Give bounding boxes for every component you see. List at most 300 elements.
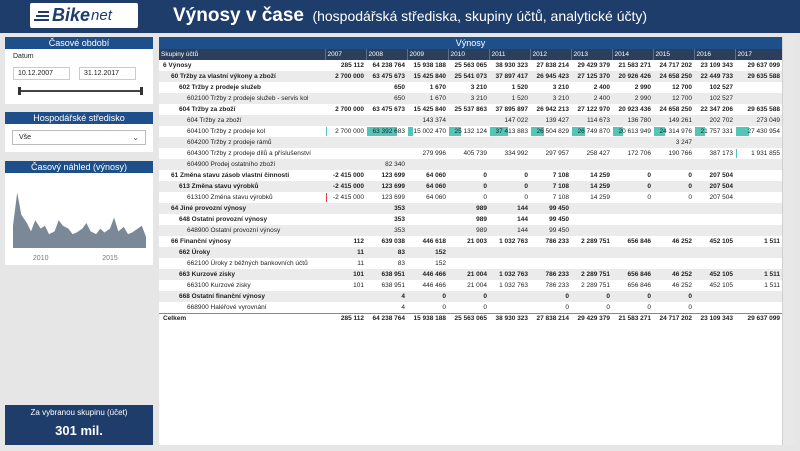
- cell-value: 152: [435, 249, 446, 256]
- cell-value: 25 132 124: [454, 128, 487, 135]
- table-cell: [407, 269, 448, 280]
- table-cell: [653, 203, 694, 214]
- table-cell: [407, 192, 448, 203]
- cell-value: 2 400: [593, 84, 610, 91]
- table-row[interactable]: [159, 247, 782, 258]
- table-cell: [407, 93, 448, 104]
- cell-value: 29 635 588: [747, 73, 780, 80]
- table-cell: [571, 214, 612, 225]
- table-cell: [571, 258, 612, 269]
- cell-value: 786 233: [545, 271, 569, 278]
- cell-value: 26 942 213: [536, 106, 569, 113]
- cell-value: 24 658 250: [659, 106, 692, 113]
- table-cell: [653, 148, 694, 159]
- table-cell: [489, 302, 530, 313]
- row-label: 604900 Prodej ostatního zboží: [159, 159, 325, 170]
- table-cell: [735, 192, 782, 203]
- table-cell: [694, 170, 735, 181]
- cell-value: 24 717 202: [659, 62, 692, 69]
- cell-value: -2 415 000: [332, 172, 364, 179]
- table-cell: [325, 269, 366, 280]
- total-value: 301 mil.: [55, 423, 103, 438]
- column-header-year[interactable]: 2016: [694, 49, 735, 60]
- cell-value: 147 022: [504, 117, 528, 124]
- table-cell: [694, 126, 735, 137]
- table-row[interactable]: [159, 115, 782, 126]
- total-cell: 15 938 188: [407, 313, 448, 324]
- table-cell: [571, 236, 612, 247]
- period-title: Časové období: [5, 37, 153, 49]
- date-from-input[interactable]: 10.12.2007: [13, 67, 70, 80]
- table-cell: [735, 214, 782, 225]
- cell-value: 1 032 763: [499, 238, 528, 245]
- table-cell: [735, 148, 782, 159]
- table-cell: [571, 181, 612, 192]
- cell-value: 26 945 423: [536, 73, 569, 80]
- table-cell: [653, 60, 694, 71]
- logo-net-text: net: [91, 7, 112, 24]
- table-cell: [530, 159, 571, 170]
- table-cell: [407, 214, 448, 225]
- table-cell: [448, 291, 489, 302]
- table-cell: [530, 71, 571, 82]
- table-cell: [735, 159, 782, 170]
- row-label: 613100 Změna stavu výrobků: [187, 194, 273, 201]
- cell-value: 0: [524, 194, 528, 201]
- cell-value: 1 931 855: [751, 150, 780, 157]
- table-row[interactable]: [159, 192, 782, 203]
- table-row[interactable]: [159, 236, 782, 247]
- cell-value: 38 930 323: [495, 62, 528, 69]
- table-row[interactable]: [159, 203, 782, 214]
- table-row[interactable]: [159, 159, 782, 170]
- table-cell: [366, 104, 407, 115]
- cell-value: 63 475 673: [372, 73, 405, 80]
- column-header-year[interactable]: 2008: [366, 49, 407, 60]
- table-cell: [735, 225, 782, 236]
- cell-value: 353: [394, 227, 405, 234]
- table-cell: [694, 137, 735, 148]
- table-cell: [366, 71, 407, 82]
- cell-value: 0: [483, 172, 487, 179]
- table-cell: [325, 60, 366, 71]
- table-cell: [325, 203, 366, 214]
- cell-value: 25 541 073: [454, 73, 487, 80]
- cell-value: 27 125 370: [577, 73, 610, 80]
- table-cell: [448, 159, 489, 170]
- table-cell: [530, 148, 571, 159]
- table-cell: [325, 159, 366, 170]
- table-cell: [530, 104, 571, 115]
- cell-value: 656 846: [627, 271, 651, 278]
- table-cell: [653, 269, 694, 280]
- table-cell: [325, 181, 366, 192]
- table-row[interactable]: [159, 93, 782, 104]
- cell-value: 0: [483, 183, 487, 190]
- cell-value: 20 613 949: [618, 128, 651, 135]
- table-cell: [489, 126, 530, 137]
- table-cell: [407, 181, 448, 192]
- table-cell: [325, 148, 366, 159]
- table-cell: [530, 247, 571, 258]
- cell-value: 101: [353, 271, 364, 278]
- table-cell: [407, 159, 448, 170]
- table-cell: [407, 148, 448, 159]
- cell-value: 190 766: [668, 150, 692, 157]
- column-header-year[interactable]: 2015: [653, 49, 694, 60]
- table-cell: [489, 269, 530, 280]
- table-cell: [530, 203, 571, 214]
- cell-value: 21 004: [467, 271, 487, 278]
- table-cell: [448, 280, 489, 291]
- table-row[interactable]: [159, 291, 782, 302]
- cell-value: 2 289 751: [581, 238, 610, 245]
- table-cell: [653, 192, 694, 203]
- cell-value: 446 618: [422, 238, 446, 245]
- cell-value: 15 002 470: [413, 128, 446, 135]
- cell-value: 207 504: [709, 183, 733, 190]
- total-cell: 25 563 065: [448, 313, 489, 324]
- slider-handle-end[interactable]: [140, 87, 143, 95]
- cell-value: 15 938 188: [413, 62, 446, 69]
- table-cell: [448, 225, 489, 236]
- total-cell: 29 429 379: [571, 313, 612, 324]
- table-cell: [448, 137, 489, 148]
- table-cell: [571, 71, 612, 82]
- table-cell: [489, 236, 530, 247]
- logo-bike-text: Bike: [52, 5, 91, 25]
- cell-value: 2 700 000: [335, 128, 364, 135]
- table-header-row: [159, 49, 782, 60]
- date-label: Datum: [13, 53, 34, 60]
- column-header-group[interactable]: Skupiny účtů: [159, 49, 325, 60]
- cell-value: 139 427: [545, 117, 569, 124]
- table-cell: [489, 181, 530, 192]
- table-row[interactable]: [159, 302, 782, 313]
- table-row[interactable]: [159, 82, 782, 93]
- table-cell: [489, 148, 530, 159]
- cell-value: 83: [397, 249, 405, 256]
- table-row[interactable]: [159, 126, 782, 137]
- table-cell: [366, 60, 407, 71]
- chevron-down-icon: ⌄: [132, 133, 139, 142]
- cell-value: 102 527: [709, 95, 733, 102]
- cell-value: 297 957: [545, 150, 569, 157]
- column-header-year[interactable]: 2011: [489, 49, 530, 60]
- table-cell: [612, 159, 653, 170]
- table-cell: [694, 181, 735, 192]
- table-row[interactable]: [159, 60, 782, 71]
- cell-value: 0: [524, 183, 528, 190]
- cell-value: 20 923 436: [618, 106, 651, 113]
- table-cell: [325, 82, 366, 93]
- table-row[interactable]: [159, 104, 782, 115]
- cell-value: 452 105: [709, 271, 733, 278]
- table-cell: [366, 225, 407, 236]
- page-title-main: Výnosy v čase: [173, 5, 304, 26]
- table-cell: [325, 258, 366, 269]
- date-to-input[interactable]: 31.12.2017: [79, 67, 136, 80]
- cell-value: 0: [565, 303, 569, 311]
- column-header-year[interactable]: 2014: [612, 49, 653, 60]
- cell-value: 285 112: [340, 62, 364, 69]
- table-scrollbar[interactable]: [782, 37, 795, 445]
- table-cell: [571, 225, 612, 236]
- column-header-year[interactable]: 2013: [571, 49, 612, 60]
- cell-value: 0: [483, 293, 487, 300]
- cell-value: 207 504: [709, 172, 733, 179]
- cell-value: 2 990: [634, 84, 651, 91]
- table-cell: [653, 170, 694, 181]
- cell-value: 37 897 417: [495, 73, 528, 80]
- row-label: 604100 Tržby z prodeje kol: [187, 128, 266, 135]
- cell-value: 63 392 683: [372, 128, 405, 135]
- table-cell: [407, 236, 448, 247]
- table-cell: [735, 280, 782, 291]
- speed-lines-icon: [34, 9, 50, 23]
- cell-value: 2 289 751: [581, 271, 610, 278]
- table-cell: [366, 192, 407, 203]
- table-row[interactable]: [159, 181, 782, 192]
- cell-value: 29 635 588: [747, 106, 780, 113]
- column-header-year[interactable]: 2017: [735, 49, 782, 60]
- table-row[interactable]: [159, 71, 782, 82]
- table-cell: [325, 236, 366, 247]
- table-cell: [325, 302, 366, 313]
- cell-value: 12 700: [672, 95, 692, 102]
- table-cell: [530, 170, 571, 181]
- table-cell: [325, 93, 366, 104]
- table-cell: [325, 291, 366, 302]
- table-cell: [612, 280, 653, 291]
- center-select-value: Vše: [19, 134, 32, 141]
- table-cell: [407, 203, 448, 214]
- table-cell: [571, 192, 612, 203]
- table-cell: [407, 258, 448, 269]
- table-cell: [489, 104, 530, 115]
- table-cell: [366, 93, 407, 104]
- cell-value: 12 700: [672, 84, 692, 91]
- cell-value: 15 425 840: [413, 106, 446, 113]
- cell-value: 83: [397, 260, 405, 267]
- cell-value: 656 846: [627, 238, 651, 245]
- cell-value: 64 238 764: [372, 62, 405, 69]
- table-cell: [407, 225, 448, 236]
- table-cell: [530, 236, 571, 247]
- total-row: [159, 313, 782, 324]
- table-cell: [694, 280, 735, 291]
- cell-value: 1 511: [764, 271, 780, 278]
- cell-value: 0: [688, 194, 692, 201]
- table-cell: [489, 203, 530, 214]
- table-cell: [366, 148, 407, 159]
- cell-value: 143 374: [422, 117, 446, 124]
- table-cell: [448, 71, 489, 82]
- table-cell: [694, 269, 735, 280]
- cell-value: 1 511: [764, 238, 780, 245]
- table-cell: [612, 203, 653, 214]
- cell-value: 27 838 214: [536, 62, 569, 69]
- table-cell: [407, 71, 448, 82]
- table-cell: [571, 126, 612, 137]
- date-range-slider[interactable]: [18, 87, 143, 95]
- table-cell: [735, 137, 782, 148]
- table-cell: [448, 192, 489, 203]
- cell-value: 144: [517, 205, 528, 212]
- column-header-year[interactable]: 2007: [325, 49, 366, 60]
- cell-value: 64 060: [426, 172, 446, 179]
- row-label: 662 Úroky: [159, 247, 325, 258]
- table-cell: [407, 247, 448, 258]
- table-cell: [612, 71, 653, 82]
- revenue-table: [159, 49, 783, 324]
- cell-value: 0: [606, 303, 610, 311]
- table-row[interactable]: [159, 214, 782, 225]
- table-cell: [448, 181, 489, 192]
- cell-value: 0: [442, 293, 446, 300]
- table-cell: [489, 71, 530, 82]
- table-cell: [653, 126, 694, 137]
- cell-value: 638 951: [381, 271, 405, 278]
- table-cell: [612, 170, 653, 181]
- table-cell: [366, 258, 407, 269]
- table-cell: [325, 214, 366, 225]
- cell-value: 2 400: [593, 95, 610, 102]
- table-cell: [530, 269, 571, 280]
- cell-value: 353: [394, 216, 405, 223]
- table-cell: [694, 60, 735, 71]
- cell-value: 0: [483, 194, 487, 201]
- cell-value: 23 109 343: [700, 62, 733, 69]
- data-bar: [736, 149, 737, 158]
- table-cell: [530, 82, 571, 93]
- table-cell: [366, 247, 407, 258]
- table-cell: [612, 181, 653, 192]
- table-cell: [571, 302, 612, 313]
- cell-value: 452 105: [709, 282, 733, 289]
- table-cell: [735, 60, 782, 71]
- cell-value: 786 233: [545, 282, 569, 289]
- table-row[interactable]: [159, 170, 782, 181]
- row-label: 663 Kurzové zisky: [159, 269, 325, 280]
- table-cell: [694, 82, 735, 93]
- table-cell: [735, 181, 782, 192]
- center-select[interactable]: [12, 130, 146, 145]
- table-row[interactable]: [159, 137, 782, 148]
- table-cell: [530, 115, 571, 126]
- cell-value: 0: [688, 303, 692, 311]
- cell-value: 7 108: [552, 183, 569, 190]
- table-cell: [366, 291, 407, 302]
- slider-handle-start[interactable]: [18, 87, 21, 95]
- cell-value: 0: [688, 183, 692, 190]
- table-row[interactable]: [159, 148, 782, 159]
- table-row[interactable]: [159, 280, 782, 291]
- table-cell: [489, 60, 530, 71]
- cell-value: 3 247: [675, 139, 692, 146]
- table-cell: [571, 60, 612, 71]
- cell-value: 353: [394, 205, 405, 212]
- table-cell: [571, 104, 612, 115]
- table-cell: [325, 280, 366, 291]
- cell-value: 452 105: [709, 238, 733, 245]
- table-cell: [653, 214, 694, 225]
- row-label: 648 Ostatní provozní výnosy: [179, 216, 268, 223]
- table-cell: [612, 214, 653, 225]
- table-cell: [612, 115, 653, 126]
- cell-value: 3 210: [470, 84, 487, 91]
- cell-value: 14 259: [590, 172, 610, 179]
- table-cell: [530, 258, 571, 269]
- table-cell: [694, 203, 735, 214]
- cell-value: 1 032 763: [499, 282, 528, 289]
- page-title: [173, 5, 647, 27]
- table-cell: [612, 60, 653, 71]
- period-filter-panel: [5, 37, 153, 104]
- cell-value: 22 347 206: [700, 106, 733, 113]
- table-row[interactable]: [159, 225, 782, 236]
- cell-value: 1 032 763: [499, 271, 528, 278]
- cell-value: 25 537 863: [454, 106, 487, 113]
- header-bar: [0, 0, 800, 33]
- column-header-year[interactable]: 2010: [448, 49, 489, 60]
- table-cell: [653, 225, 694, 236]
- table-row[interactable]: [159, 258, 782, 269]
- cell-value: 1 670: [429, 95, 446, 102]
- table-cell: [653, 236, 694, 247]
- table-cell: [407, 115, 448, 126]
- cell-value: 1 511: [764, 282, 780, 289]
- column-header-year[interactable]: 2009: [407, 49, 448, 60]
- table-cell: [489, 247, 530, 258]
- cell-value: 172 706: [627, 150, 651, 157]
- column-header-year[interactable]: 2012: [530, 49, 571, 60]
- table-cell: [448, 258, 489, 269]
- table-cell: [448, 214, 489, 225]
- table-cell: [325, 192, 366, 203]
- table-cell: [735, 71, 782, 82]
- cell-value: 1 520: [511, 84, 528, 91]
- table-cell: [366, 203, 407, 214]
- table-cell: [571, 93, 612, 104]
- cell-value: 21 583 271: [618, 62, 651, 69]
- cell-value: -2 415 000: [332, 183, 364, 190]
- table-cell: [694, 302, 735, 313]
- cell-value: 15 425 840: [413, 73, 446, 80]
- cell-value: 2 700 000: [335, 73, 364, 80]
- data-bar: [408, 127, 413, 136]
- table-cell: [366, 269, 407, 280]
- row-label: 6 Výnosy: [163, 62, 192, 69]
- row-label: 668 Ostatní finanční výnosy: [159, 291, 325, 302]
- table-cell: [612, 137, 653, 148]
- table-cell: [325, 115, 366, 126]
- cell-value: 202 702: [709, 117, 733, 124]
- table-cell: [612, 93, 653, 104]
- total-card: [5, 405, 153, 445]
- cell-value: 7 108: [552, 194, 569, 201]
- cell-value: 1 520: [511, 95, 528, 102]
- table-cell: [694, 148, 735, 159]
- table-cell: [653, 159, 694, 170]
- table-row[interactable]: [159, 269, 782, 280]
- table-cell: [530, 214, 571, 225]
- table-cell: [489, 225, 530, 236]
- table-cell: [366, 170, 407, 181]
- table-cell: [612, 192, 653, 203]
- cell-value: 0: [647, 303, 651, 311]
- table-cell: [612, 236, 653, 247]
